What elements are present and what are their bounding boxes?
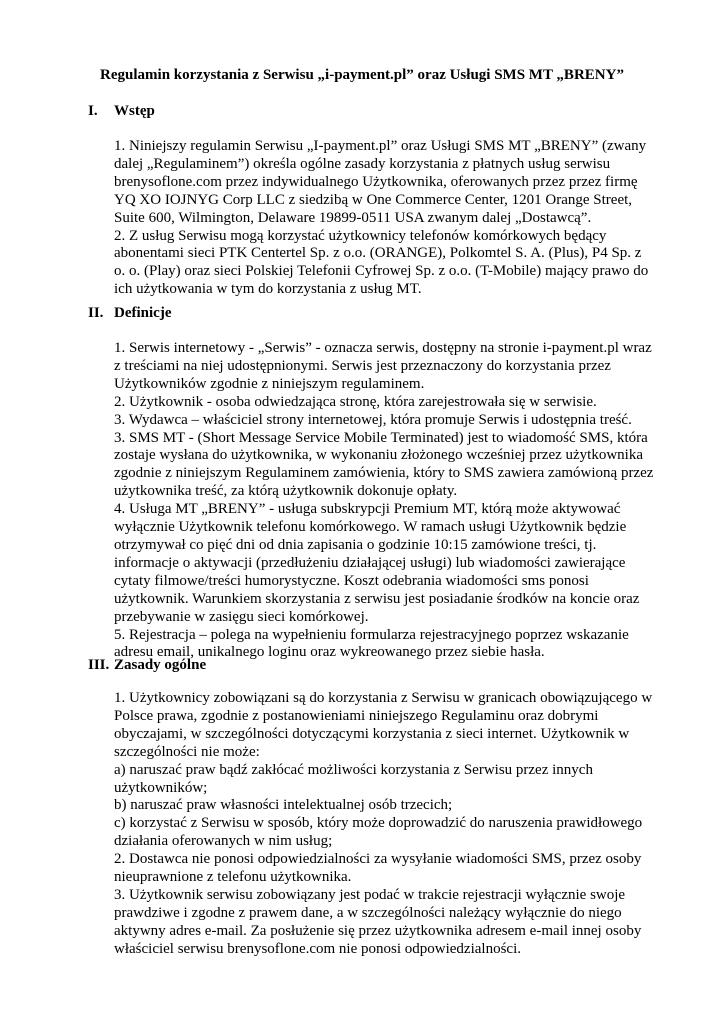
section-body-definicje [114,340,654,662]
paragraph: 3. Wydawca – właściciel strony internetowej, która promuje Serwis i udostępnia treść. [114,411,632,428]
paragraph: 3. SMS MT - (Short Message Service Mobile Terminated) jest to wiadomość SMS, która zostaje wysłana do użytkownika, w wykonaniu złożonego wcześniej przez użytkownika zgodnie z niniejszym Regulaminem zamówienia, który to SMS zawiera zamówioną przez użytkownika treść, za którą użytkownik dokonuje opłaty. [114,429,654,500]
section-heading-definicje [88,304,171,322]
paragraph: 1. Użytkownicy zobowiązani są do korzystania z Serwisu w granicach obowiązującego w Polsce prawa, zgodnie z postanowieniami niniejszego Regulaminu oraz dobrymi obyczajami, w szczególności dotyczącymi korzystania z sieci internet. Użytkownik w szczególności nie może: [114,690,653,760]
section-title: Wstęp [114,103,155,119]
section-number: II. [88,305,104,321]
paragraph: 2. Dostawca nie ponosi odpowiedzialności za wysyłanie wiadomości SMS, przez osoby nieuprawnione z telefonu użytkownika. [114,851,642,886]
paragraph: 2. Z usług Serwisu mogą korzystać użytkownicy telefonów komórkowych będący abonentami sieci PTK Centertel Sp. z o.o. (ORANGE), Polkomtel S. A. (Plus), P4 Sp. z o. o. (Play) oraz sieci Polskiej Telefonii Cyfrowej Sp. z o.o. (T-Mobile) mający prawo do ich użytkowania w tym do korzystania z usług MT. [114,227,649,298]
paragraph: 1. Niniejszy regulamin Serwisu „I-payment.pl” oraz Usługi SMS MT „BRENY” (zwany dalej „Regulaminem”) określa ogólne zasady korzystania z płatnych usług serwisu brenysoflone.com przez indywidualnego Użytkownika, oferowanych przez przez firmę YQ XO IOJNYG Corp LLC z siedzibą w One Commerce Center, 1201 Orange Street, Suite 600, Wilmington, Delaware 19899-0511 USA zwanym dalej „Dostawcą”. [114,138,647,226]
paragraph: 4. Usługa MT „BRENY” - usługa subskrypcji Premium MT, którą może aktywować wyłącznie Użytkownik telefonu komórkowego. W ramach usługi Użytkownik będzie otrzymywał co pięć dni od dnia zapisania o godzinie 10:15 zamówione treści, tj. informacje o aktywacji (przedłużeniu działającej usługi) lub wiadomości zawierające cytaty filmowe/treści humorystyczne. Koszt odebrania wiadomości sms ponosi użytkownik. Warunkiem skorzystania z serwisu jest posiadanie środków na koncie oraz przebywanie w zasięgu sieci komórkowej. [114,501,640,625]
list-item: b) naruszać praw własności intelektualnej osób trzecich; [114,797,453,814]
paragraph: 5. Rejestracja – polega na wypełnieniu formularza rejestracyjnego poprzez wskazanie adresu email, unikalnego loginu oraz wykreowanego przez siebie hasła. [114,626,629,661]
section-number: I. [88,103,98,119]
paragraph: 2. Użytkownik - osoba odwiedzająca stronę, która zarejestrowała się w serwisie. [114,393,597,410]
section-body-wstep [114,138,654,299]
paragraph: 1. Serwis internetowy - „Serwis” - oznacza serwis, dostępny na stronie i-payment.pl wraz z treściami na niej udostępnionymi. Serwis jest przeznaczony do korzystania przez Użytkowników zgodnie z niniejszym regulaminem. [114,340,652,392]
paragraph: 3. Użytkownik serwisu zobowiązany jest podać w trakcie rejestracji wyłącznie swoje prawdziwe i zgodne z prawem dane, a w szczególności należący wyłącznie do niego aktywny adres e-mail. Za posłużenie się przez użytkownika adresem e-mail innej osoby właściciel serwisu brenysoflone.com nie ponosi odpowiedzialności. [114,886,642,957]
section-body-zasady-ogolne [114,690,654,959]
document-title: Regulamin korzystania z Serwisu „i-payment.pl” oraz Usługi SMS MT „BRENY” [100,67,624,83]
section-heading-zasady-ogolne [88,656,206,674]
section-title: Zasady ogólne [114,657,207,673]
section-number: III. [88,657,110,673]
section-heading-wstep [88,102,155,120]
list-item: a) naruszać praw bądź zakłócać możliwości korzystania z Serwisu przez innych użytkowników; [114,761,593,796]
list-item: c) korzystać z Serwisu w sposób, który może doprowadzić do naruszenia prawidłowego działania oferowanych w nim usług; [114,815,643,850]
section-title: Definicje [114,305,172,321]
